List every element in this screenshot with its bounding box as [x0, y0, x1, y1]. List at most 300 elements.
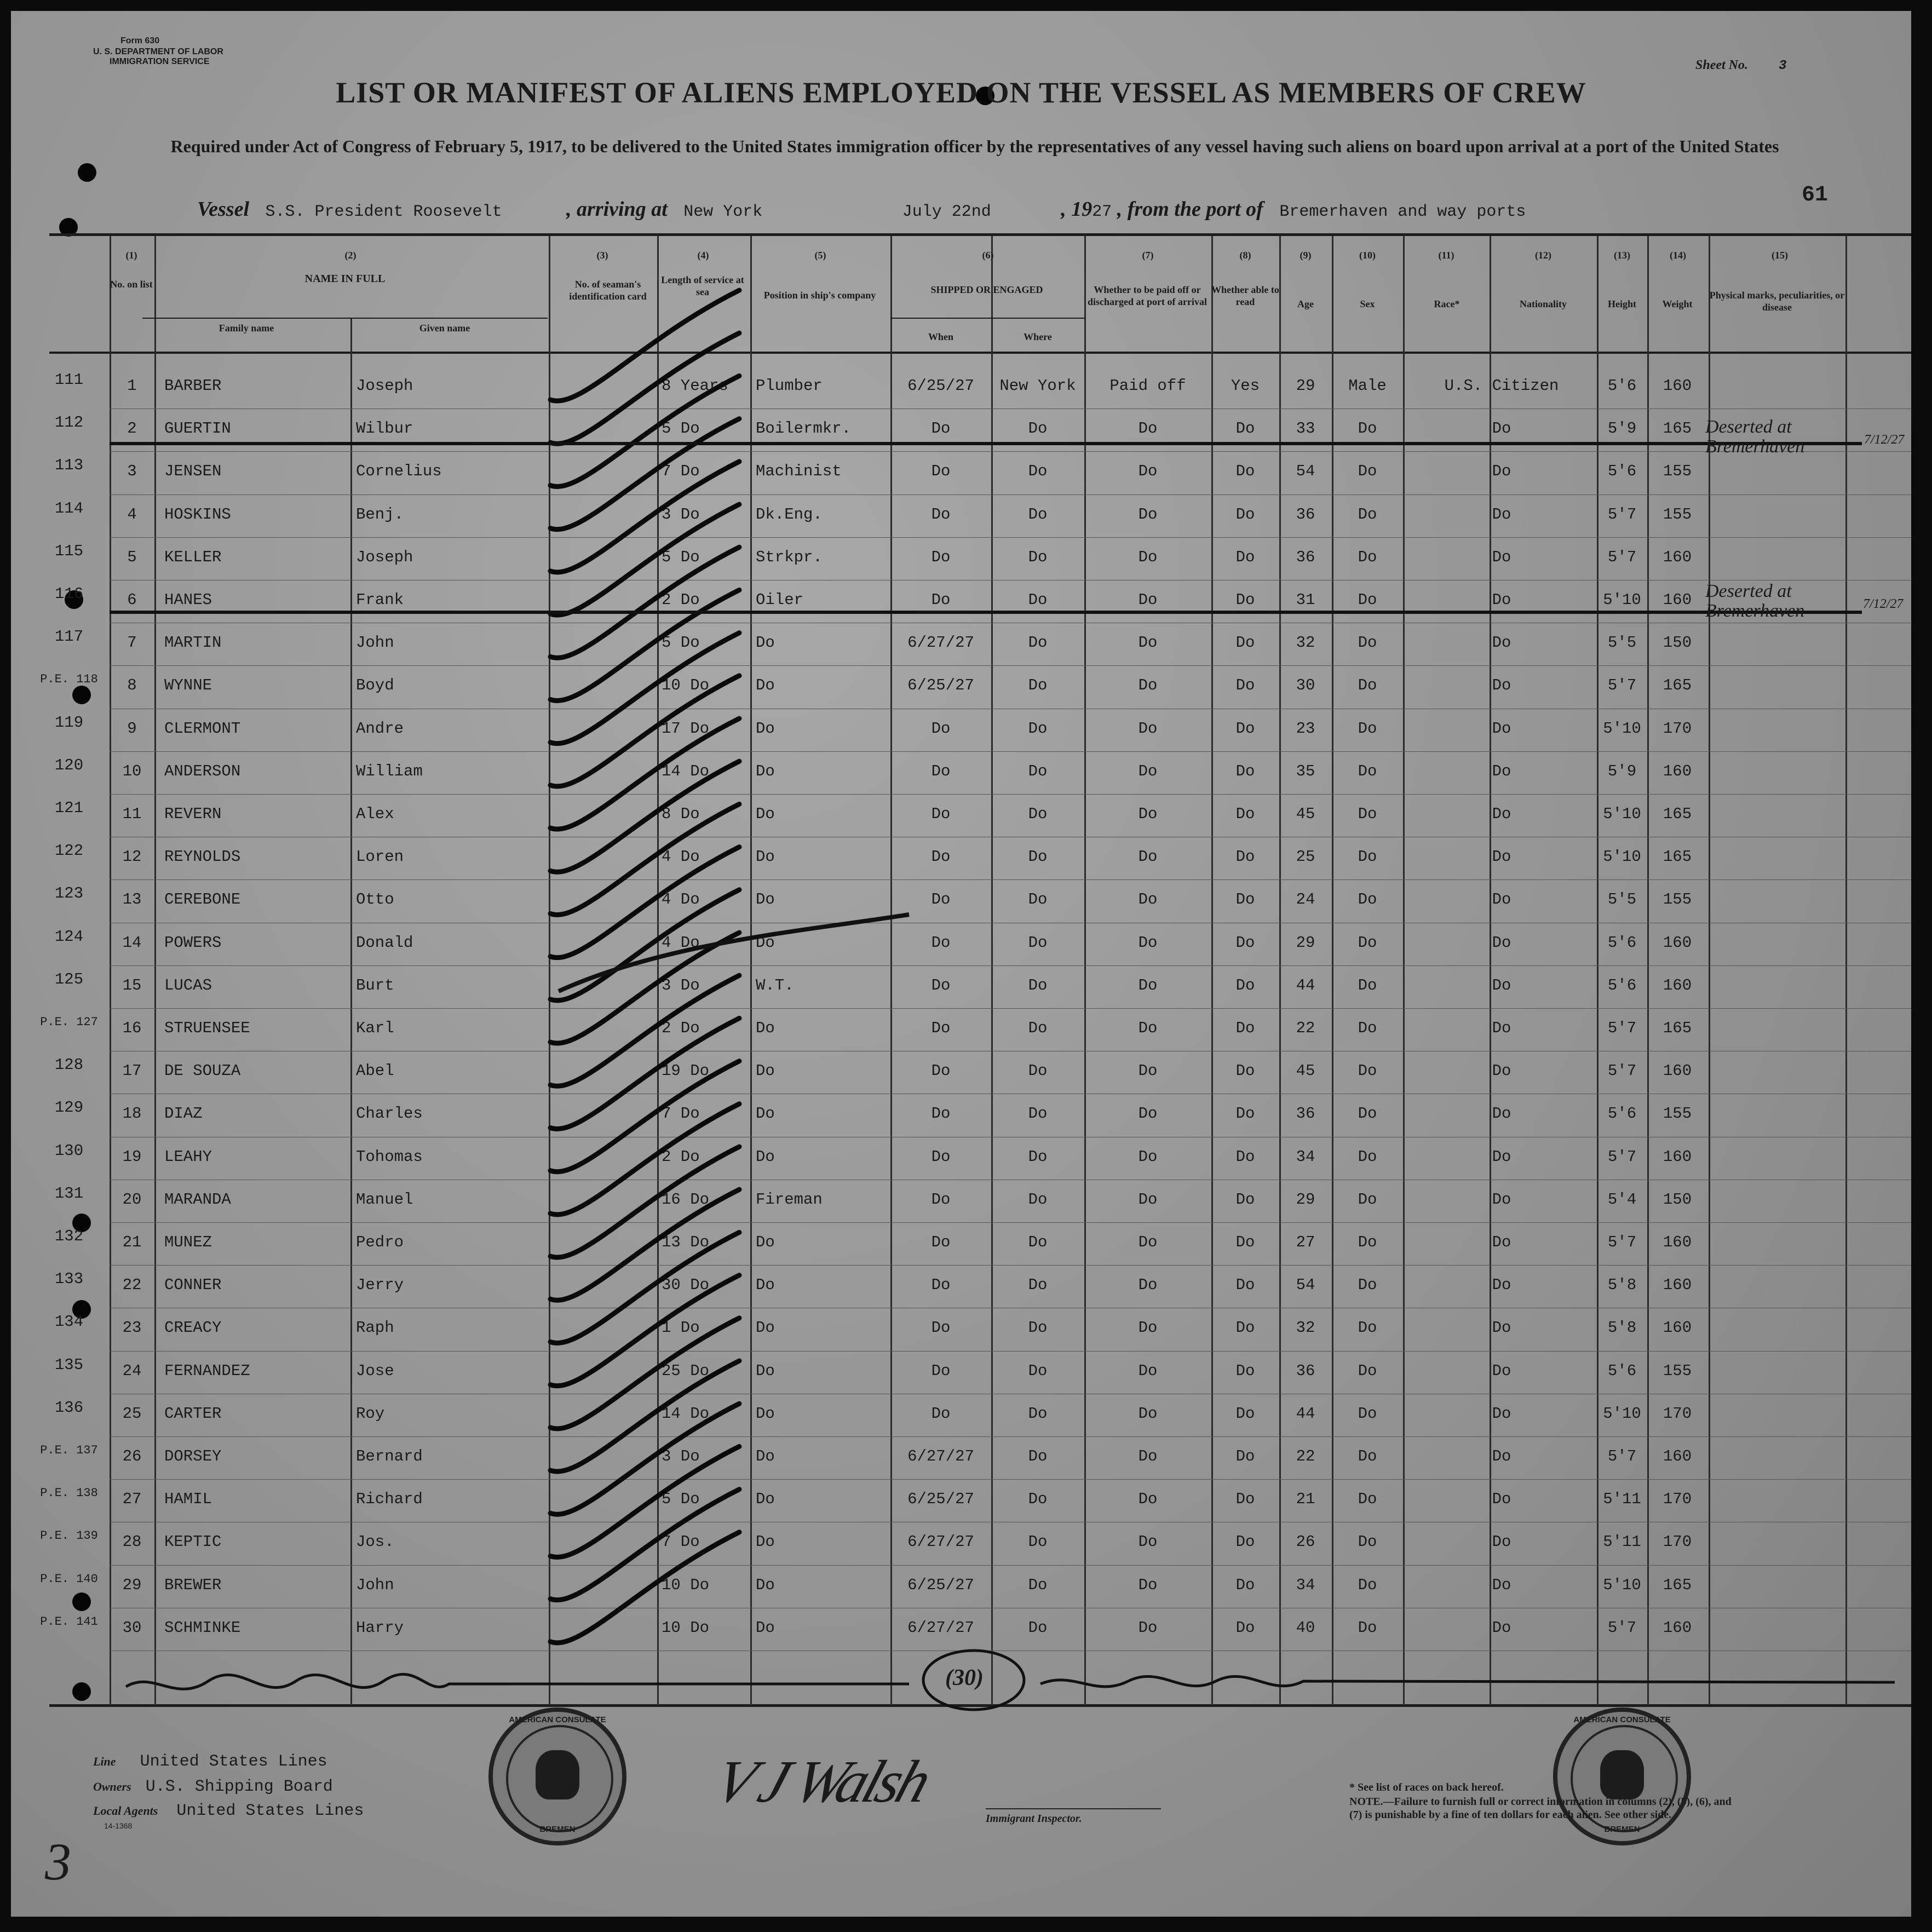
cell-height: 5'8	[1607, 1319, 1637, 1337]
cell-age: 22	[1296, 1447, 1315, 1465]
cell-no: 2	[127, 419, 137, 438]
cell-paid: Do	[1138, 1019, 1158, 1037]
cell-weight: 150	[1663, 1190, 1692, 1209]
cell-race: Do	[1492, 1618, 1511, 1637]
cell-read: Do	[1235, 634, 1255, 652]
cell-weight: 160	[1663, 1062, 1692, 1080]
cell-height: 5'10	[1603, 1404, 1641, 1423]
cell-when: Do	[931, 462, 951, 481]
cell-no: 29	[122, 1576, 142, 1594]
cell-race: Do	[1492, 1233, 1511, 1251]
cell-sex: Do	[1358, 1147, 1377, 1166]
cell-weight: 160	[1663, 1447, 1692, 1465]
cell-height: 5'10	[1603, 1576, 1641, 1594]
cell-position: Do	[756, 1576, 775, 1594]
cell-given: Burt	[356, 976, 394, 994]
cell-paid: Do	[1138, 462, 1158, 481]
corner-mark: 3	[45, 1832, 71, 1891]
cell-position: Boilermkr.	[756, 419, 852, 438]
cell-age: 54	[1296, 462, 1315, 481]
cell-paid: Do	[1138, 848, 1158, 866]
cell-read: Do	[1235, 933, 1255, 952]
cell-read: Do	[1235, 1190, 1255, 1209]
cell-paid: Do	[1138, 419, 1158, 438]
cell-paid: Do	[1138, 1533, 1158, 1551]
margin-line-number: P.E. 138	[40, 1486, 98, 1500]
cell-given: Jose	[356, 1361, 394, 1380]
col-header-height: Height	[1608, 298, 1636, 309]
col-header-age: Age	[1297, 298, 1314, 309]
margin-line-number: 114	[54, 499, 84, 518]
cell-no: 6	[127, 591, 137, 609]
cell-paid: Do	[1138, 1233, 1158, 1251]
check-marks	[11, 11, 1911, 1917]
cell-sex: Do	[1358, 419, 1377, 438]
cell-where: Do	[1028, 1490, 1048, 1509]
column-number: (6)	[982, 250, 994, 261]
margin-line-number: 121	[54, 799, 84, 817]
cell-age: 26	[1296, 1533, 1315, 1551]
cell-where: Do	[1028, 805, 1048, 823]
cell-sex: Do	[1358, 591, 1377, 609]
deserted-note-row-6: Deserted at Bremerhaven	[1705, 581, 1805, 621]
cell-where: Do	[1028, 1319, 1048, 1337]
cell-no: 24	[122, 1361, 142, 1380]
margin-line-number: 119	[54, 713, 84, 732]
cell-weight: 155	[1663, 1105, 1692, 1123]
cell-age: 36	[1296, 505, 1315, 524]
cell-family: CREACY	[164, 1319, 222, 1337]
cell-no: 9	[127, 719, 137, 738]
cell-given: Jerry	[356, 1276, 404, 1295]
cell-read: Do	[1235, 505, 1255, 524]
cell-no: 20	[122, 1190, 142, 1209]
cell-read: Do	[1235, 462, 1255, 481]
cell-family: MUNEZ	[164, 1233, 212, 1251]
cell-given: Andre	[356, 719, 404, 738]
cell-weight: 160	[1663, 1233, 1692, 1251]
cell-weight: 160	[1663, 762, 1692, 780]
cell-paid: Do	[1138, 1576, 1158, 1594]
cell-no: 14	[122, 933, 142, 952]
col-header-position: Position in ship's company	[763, 290, 876, 301]
cell-service: 7 Do	[662, 462, 700, 481]
cell-read: Do	[1235, 976, 1255, 994]
cell-when: 6/25/27	[907, 377, 974, 395]
cell-height: 5'7	[1607, 676, 1637, 695]
cell-sex: Do	[1358, 848, 1377, 866]
margin-line-number: 125	[54, 970, 84, 988]
cell-position: Do	[756, 933, 775, 952]
cell-given: Boyd	[356, 676, 394, 695]
cell-family: BREWER	[164, 1576, 222, 1594]
total-count: (30)	[945, 1665, 984, 1691]
races-note: * See list of races on back hereof.	[1349, 1781, 1504, 1793]
cell-no: 25	[122, 1404, 142, 1423]
cell-paid: Do	[1138, 719, 1158, 738]
seal-city: BREMEN	[1604, 1825, 1640, 1834]
cell-weight: 165	[1663, 676, 1692, 695]
margin-line-number: 129	[54, 1099, 84, 1117]
cell-family: REVERN	[164, 805, 222, 823]
cell-read: Do	[1235, 1019, 1255, 1037]
cell-where: Do	[1028, 1404, 1048, 1423]
cell-sex: Do	[1358, 548, 1377, 566]
col-header-given: Given name	[419, 323, 470, 334]
col-header-no-on-list: No. on list	[110, 279, 153, 290]
cell-weight: 170	[1663, 1490, 1692, 1509]
col-header-service: Length of service at sea	[661, 274, 744, 297]
col-header-id-card: No. of seaman's identification card	[569, 279, 647, 302]
cell-paid: Paid off	[1109, 377, 1186, 395]
cell-paid: Do	[1138, 1618, 1158, 1637]
cell-paid: Do	[1138, 591, 1158, 609]
cell-race: Do	[1492, 976, 1511, 994]
column-number: (13)	[1614, 250, 1630, 261]
cell-when: Do	[931, 719, 951, 738]
cell-paid: Do	[1138, 1190, 1158, 1209]
column-number: (11)	[1438, 250, 1454, 261]
cell-race: Do	[1492, 505, 1511, 524]
cell-given: John	[356, 634, 394, 652]
cell-service: 4 Do	[662, 848, 700, 866]
cell-race: Do	[1492, 848, 1511, 866]
cell-given: Joseph	[356, 548, 413, 566]
col-header-sex: Sex	[1360, 298, 1375, 309]
cell-family: CLERMONT	[164, 719, 241, 738]
cell-paid: Do	[1138, 933, 1158, 952]
margin-line-number: P.E. 127	[40, 1015, 98, 1029]
cell-family: POWERS	[164, 933, 222, 952]
cell-read: Do	[1235, 1533, 1255, 1551]
cell-read: Do	[1235, 1276, 1255, 1295]
cell-given: Bernard	[356, 1447, 423, 1465]
cell-age: 30	[1296, 676, 1315, 695]
cell-height: 5'4	[1607, 1190, 1637, 1209]
column-number: (1)	[125, 250, 137, 261]
margin-line-number: P.E. 141	[40, 1614, 98, 1629]
cell-race: Do	[1492, 1361, 1511, 1380]
cell-family: ANDERSON	[164, 762, 241, 780]
footer-owners-field	[93, 1778, 333, 1796]
cell-read: Do	[1235, 762, 1255, 780]
cell-height: 5'11	[1603, 1533, 1641, 1551]
cell-race: Do	[1492, 933, 1511, 952]
cell-weight: 170	[1663, 1533, 1692, 1551]
cell-service: 10 Do	[662, 676, 710, 695]
margin-line-number: 130	[54, 1141, 84, 1160]
cell-weight: 165	[1663, 419, 1692, 438]
cell-sex: Do	[1358, 1490, 1377, 1509]
cell-weight: 160	[1663, 933, 1692, 952]
cell-service: 4 Do	[662, 933, 700, 952]
cell-service: 2 Do	[662, 1019, 700, 1037]
cell-service: 4 Do	[662, 890, 700, 909]
cell-paid: Do	[1138, 1490, 1158, 1509]
cell-weight: 160	[1663, 548, 1692, 566]
cell-weight: 165	[1663, 848, 1692, 866]
cell-service: 17 Do	[662, 719, 710, 738]
cell-given: Abel	[356, 1062, 394, 1080]
sheet-value: 3	[1779, 59, 1787, 73]
margin-line-number: 117	[54, 628, 84, 646]
cell-family: DE SOUZA	[164, 1062, 241, 1080]
cell-weight: 160	[1663, 1147, 1692, 1166]
cell-family: HANES	[164, 591, 212, 609]
cell-height: 5'9	[1607, 419, 1637, 438]
cell-sex: Do	[1358, 933, 1377, 952]
cell-age: 44	[1296, 976, 1315, 994]
cell-height: 5'7	[1607, 505, 1637, 524]
cell-weight: 160	[1663, 377, 1692, 395]
cell-when: Do	[931, 1190, 951, 1209]
margin-line-number: P.E. 140	[40, 1572, 98, 1586]
departure-port: Bremerhaven and way ports	[1279, 203, 1526, 221]
cell-service: 10 Do	[662, 1618, 710, 1637]
cell-where: Do	[1028, 976, 1048, 994]
arriving-label: , arriving at	[566, 198, 668, 221]
cell-service: 5 Do	[662, 548, 700, 566]
cell-race: U.S. Citizen	[1444, 377, 1559, 395]
cell-paid: Do	[1138, 976, 1158, 994]
cell-where: Do	[1028, 1147, 1048, 1166]
cell-weight: 165	[1663, 1019, 1692, 1037]
cell-age: 34	[1296, 1147, 1315, 1166]
cell-race: Do	[1492, 1447, 1511, 1465]
cell-where: Do	[1028, 1233, 1048, 1251]
cell-sex: Do	[1358, 505, 1377, 524]
cell-age: 21	[1296, 1490, 1315, 1509]
col-header-paid-off: Whether to be paid off or discharged at port of arrival	[1088, 284, 1207, 307]
owners-label: Owners	[93, 1780, 131, 1793]
margin-line-number: P.E. 139	[40, 1529, 98, 1543]
cell-family: DORSEY	[164, 1447, 222, 1465]
cell-service: 13 Do	[662, 1233, 710, 1251]
cell-race: Do	[1492, 1490, 1511, 1509]
cell-service: 5 Do	[662, 419, 700, 438]
cell-weight: 165	[1663, 805, 1692, 823]
cell-when: Do	[931, 1062, 951, 1080]
cell-where: Do	[1028, 1019, 1048, 1037]
cell-height: 5'10	[1603, 719, 1641, 738]
cell-given: Joseph	[356, 377, 413, 395]
cell-family: CONNER	[164, 1276, 222, 1295]
cell-paid: Do	[1138, 1062, 1158, 1080]
cell-where: Do	[1028, 419, 1048, 438]
cell-where: Do	[1028, 933, 1048, 952]
margin-line-number: 120	[54, 756, 84, 774]
cell-weight: 160	[1663, 1319, 1692, 1337]
cell-read: Do	[1235, 1319, 1255, 1337]
cell-race: Do	[1492, 1105, 1511, 1123]
cell-family: DIAZ	[164, 1105, 203, 1123]
cell-where: Do	[1028, 762, 1048, 780]
column-number: (15)	[1772, 250, 1788, 261]
cell-age: 44	[1296, 1404, 1315, 1423]
inspector-signature: V J Walsh	[706, 1748, 936, 1815]
cell-family: REYNOLDS	[164, 848, 241, 866]
cell-no: 27	[122, 1490, 142, 1509]
cell-read: Do	[1235, 719, 1255, 738]
cell-position: Strkpr.	[756, 548, 823, 566]
cell-height: 5'10	[1603, 591, 1641, 609]
cell-when: Do	[931, 1105, 951, 1123]
cell-family: FERNANDEZ	[164, 1361, 250, 1380]
cell-age: 33	[1296, 419, 1315, 438]
cell-height: 5'5	[1607, 634, 1637, 652]
cell-sex: Do	[1358, 676, 1377, 695]
cell-given: Manuel	[356, 1190, 413, 1209]
cell-family: STRUENSEE	[164, 1019, 250, 1037]
cell-height: 5'7	[1607, 1147, 1637, 1166]
cell-read: Do	[1235, 1618, 1255, 1637]
cell-height: 5'7	[1607, 1019, 1637, 1037]
cell-when: Do	[931, 762, 951, 780]
cell-weight: 155	[1663, 890, 1692, 909]
cell-read: Do	[1235, 805, 1255, 823]
cell-family: HAMIL	[164, 1490, 212, 1509]
cell-read: Yes	[1231, 377, 1260, 395]
cell-position: Do	[756, 1361, 775, 1380]
cell-sex: Do	[1358, 1576, 1377, 1594]
cell-race: Do	[1492, 591, 1511, 609]
cell-family: KELLER	[164, 548, 222, 566]
cell-age: 32	[1296, 1319, 1315, 1337]
cell-when: Do	[931, 976, 951, 994]
cell-position: Do	[756, 762, 775, 780]
cell-when: 6/27/27	[907, 1533, 974, 1551]
cell-sex: Do	[1358, 1361, 1377, 1380]
cell-when: Do	[931, 505, 951, 524]
cell-position: Do	[756, 1533, 775, 1551]
line-label: Line	[93, 1755, 116, 1768]
cell-service: 5 Do	[662, 634, 700, 652]
cell-age: 22	[1296, 1019, 1315, 1037]
cell-service: 3 Do	[662, 505, 700, 524]
cell-where: Do	[1028, 1276, 1048, 1295]
cell-given: Loren	[356, 848, 404, 866]
cell-given: Alex	[356, 805, 394, 823]
cell-when: Do	[931, 548, 951, 566]
manifest-sheet	[11, 11, 1911, 1917]
cell-sex: Do	[1358, 1233, 1377, 1251]
column-number: (2)	[344, 250, 357, 261]
cell-race: Do	[1492, 1319, 1511, 1337]
service-label: IMMIGRATION SERVICE	[110, 57, 210, 66]
cell-read: Do	[1235, 1447, 1255, 1465]
cell-no: 3	[127, 462, 137, 481]
cell-no: 7	[127, 634, 137, 652]
vessel-label: Vessel	[197, 198, 249, 221]
from-port-label: , from the port of	[1117, 198, 1263, 221]
cell-race: Do	[1492, 719, 1511, 738]
cell-age: 24	[1296, 890, 1315, 909]
cell-service: 14 Do	[662, 1404, 710, 1423]
cell-no: 13	[122, 890, 142, 909]
cell-read: Do	[1235, 548, 1255, 566]
margin-line-number: 122	[54, 842, 84, 860]
cell-paid: Do	[1138, 1447, 1158, 1465]
cell-position: Do	[756, 634, 775, 652]
cell-paid: Do	[1138, 505, 1158, 524]
margin-line-number: P.E. 118	[40, 672, 98, 687]
cell-age: 34	[1296, 1576, 1315, 1594]
cell-sex: Do	[1358, 1404, 1377, 1423]
arrival-port: New York	[683, 203, 763, 221]
margin-line-number: 131	[54, 1184, 84, 1203]
margin-line-number: 113	[54, 456, 84, 475]
margin-line-number: 132	[54, 1227, 84, 1245]
cell-given: Frank	[356, 591, 404, 609]
cell-race: Do	[1492, 890, 1511, 909]
cell-family: CEREBONE	[164, 890, 241, 909]
margin-line-number: 111	[54, 371, 84, 389]
cell-where: Do	[1028, 1618, 1048, 1637]
cell-family: KEPTIC	[164, 1533, 222, 1551]
cell-paid: Do	[1138, 634, 1158, 652]
cell-age: 29	[1296, 933, 1315, 952]
cell-service: 16 Do	[662, 1190, 710, 1209]
cell-position: Oiler	[756, 591, 804, 609]
cell-height: 5'6	[1607, 1361, 1637, 1380]
cell-sex: Do	[1358, 1190, 1377, 1209]
column-number: (4)	[697, 250, 709, 261]
arrival-year: 27	[1092, 203, 1112, 221]
cell-when: Do	[931, 1147, 951, 1166]
cell-when: Do	[931, 1319, 951, 1337]
cell-age: 45	[1296, 805, 1315, 823]
page-subtitle: Required under Act of Congress of February 5, 1917, to be delivered to the United States immigration officer by the representatives of any vessel having such aliens on board upon arrival at a port of the United States	[170, 136, 1779, 156]
cell-service: 8 Do	[662, 805, 700, 823]
cell-position: Do	[756, 1105, 775, 1123]
agents-value: United States Lines	[176, 1802, 364, 1820]
cell-read: Do	[1235, 676, 1255, 695]
cell-age: 36	[1296, 1361, 1315, 1380]
margin-line-number: 116	[54, 585, 84, 603]
cell-race: Do	[1492, 1533, 1511, 1551]
cell-race: Do	[1492, 634, 1511, 652]
column-number: (7)	[1142, 250, 1154, 261]
cell-sex: Do	[1358, 762, 1377, 780]
cell-weight: 160	[1663, 976, 1692, 994]
cell-no: 21	[122, 1233, 142, 1251]
cell-when: Do	[931, 419, 951, 438]
cell-sex: Do	[1358, 462, 1377, 481]
cell-race: Do	[1492, 1576, 1511, 1594]
cell-position: Machinist	[756, 462, 842, 481]
col-header-shipped: SHIPPED OR ENGAGED	[930, 284, 1043, 295]
cell-height: 5'9	[1607, 762, 1637, 780]
cell-when: Do	[931, 848, 951, 866]
cell-sex: Do	[1358, 634, 1377, 652]
cell-sex: Do	[1358, 1319, 1377, 1337]
cell-family: GUERTIN	[164, 419, 231, 438]
cell-service: 3 Do	[662, 976, 700, 994]
col-header-physical: Physical marks, peculiarities, or disease	[1709, 290, 1845, 313]
cell-when: Do	[931, 1361, 951, 1380]
cell-height: 5'7	[1607, 1447, 1637, 1465]
cell-position: Do	[756, 719, 775, 738]
margin-line-number: 115	[54, 542, 84, 560]
cell-where: Do	[1028, 890, 1048, 909]
cell-where: Do	[1028, 1190, 1048, 1209]
cell-when: Do	[931, 1019, 951, 1037]
col-header-when: When	[928, 331, 953, 342]
cell-weight: 150	[1663, 634, 1692, 652]
cell-no: 28	[122, 1533, 142, 1551]
cell-where: Do	[1028, 1533, 1048, 1551]
cell-where: Do	[1028, 505, 1048, 524]
